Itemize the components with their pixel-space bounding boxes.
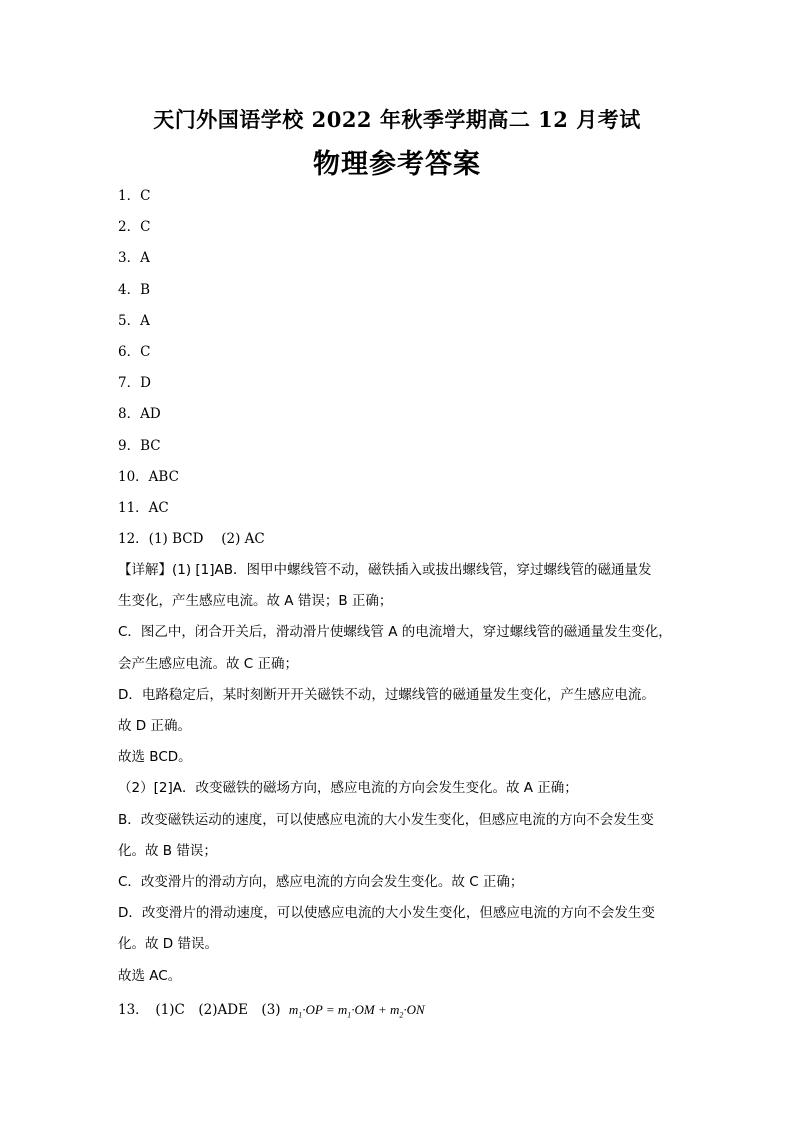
- answer-item: 10．ABC: [118, 469, 179, 485]
- explanation-line: 故 D 正确。: [118, 718, 191, 734]
- formula-m2-sub: 2: [399, 1010, 404, 1020]
- answer-item: 2．C: [118, 219, 151, 235]
- formula-on: ·ON: [403, 1002, 425, 1017]
- answer-item: 5．A: [118, 313, 150, 329]
- formula-m1-sub: 1: [298, 1010, 303, 1020]
- explanation-line: 会产生感应电流。故 C 正确；: [118, 656, 299, 672]
- exam-title: 天门外国语学校 2022 年秋季学期高二 12 月考试: [153, 107, 641, 132]
- formula-m1b-sub: 1: [347, 1010, 352, 1020]
- explanation-line: 生变化，产生感应电流。故 A 错误；B 正确；: [118, 593, 393, 609]
- explanation-line: B．改变磁铁运动的速度，可以使感应电流的大小发生变化，但感应电流的方向不会发生变: [118, 812, 654, 828]
- answer-item: 11．AC: [118, 500, 169, 516]
- answer-item: 4．B: [118, 282, 151, 298]
- explanation-line: D．电路稳定后，某时刻断开开关磁铁不动，过螺线管的磁通量发生变化，产生感应电流。: [118, 687, 655, 703]
- answer-item: 6．C: [118, 344, 151, 360]
- explanation-line: 化。故 B 错误；: [118, 843, 217, 859]
- answer-item-13: [118, 1001, 425, 1025]
- formula-om: ·OM +: [351, 1002, 391, 1017]
- formula-op: ·OP =: [302, 1002, 338, 1017]
- answer-item: 1．C: [118, 188, 151, 204]
- explanation-line: C．图乙中，闭合开关后，滑动滑片使螺线管 A 的电流增大，穿过螺线管的磁通量发生变化，: [118, 624, 672, 640]
- answer-item: 9．BC: [118, 438, 161, 454]
- explanation-line: 故选 BCD。: [118, 749, 192, 765]
- explanation-line: 化。故 D 错误。: [118, 936, 218, 952]
- q13-answers: 13． (1)C (2)ADE (3): [118, 1002, 281, 1018]
- formula-m1: m: [288, 1002, 299, 1017]
- momentum-formula: [288, 1002, 425, 1020]
- explanation-line: C．改变滑片的滑动方向，感应电流的方向会发生变化。故 C 正确；: [118, 874, 524, 890]
- formula-m2: m: [390, 1002, 400, 1017]
- answer-item: 8．AD: [118, 406, 161, 422]
- explanation-line: （2）[2]A．改变磁铁的磁场方向，感应电流的方向会发生变化。故 A 正确；: [118, 780, 578, 796]
- explanation-line: 【详解】(1) [1]AB．图甲中螺线管不动，磁铁插入或拔出螺线管，穿过螺线管的磁通量发: [118, 562, 652, 578]
- answer-item: 12．(1) BCD (2) AC: [118, 531, 265, 547]
- answer-item: 3．A: [118, 250, 150, 266]
- answer-item: 7．D: [118, 375, 151, 391]
- explanation-line: 故选 AC。: [118, 968, 182, 984]
- formula-m1b: m: [337, 1002, 348, 1017]
- explanation-line: D．改变滑片的滑动速度，可以使感应电流的大小发生变化，但感应电流的方向不会发生变: [118, 905, 655, 921]
- answer-key-heading: 物理参考答案: [313, 149, 481, 180]
